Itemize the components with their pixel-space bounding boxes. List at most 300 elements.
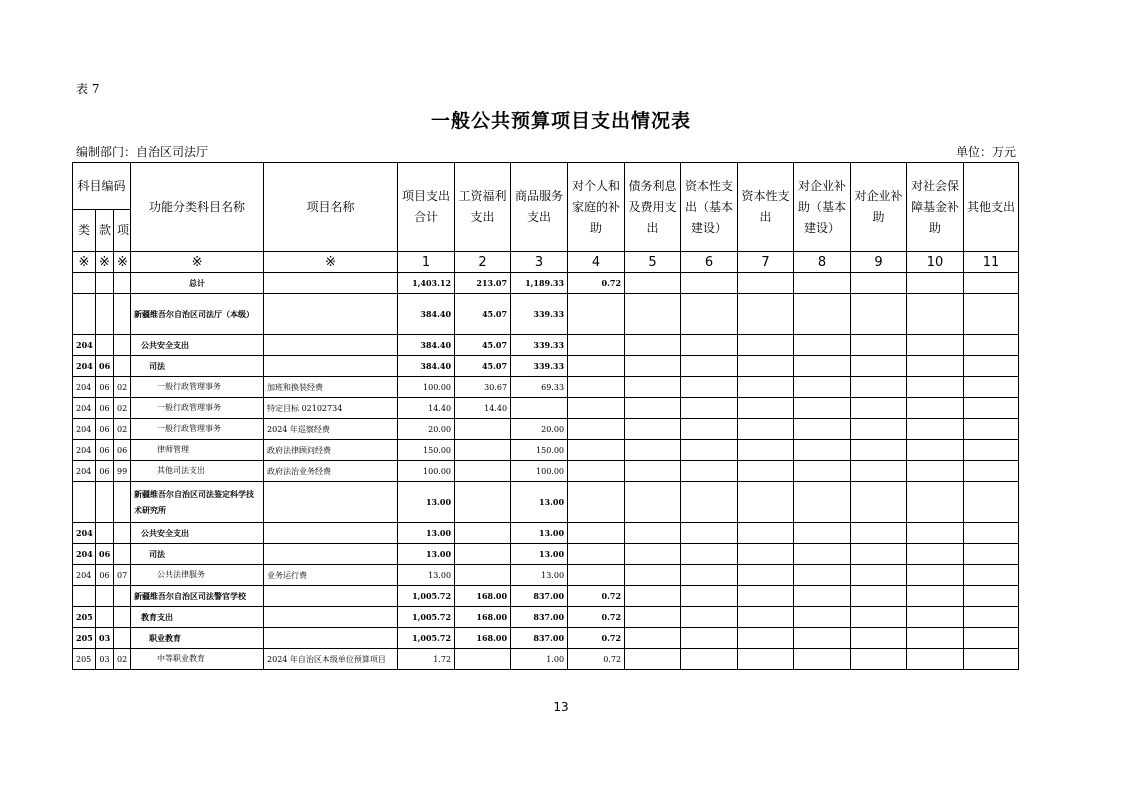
empty-cell: [681, 398, 738, 419]
col-total-header: 项目支出合计: [398, 163, 455, 252]
lei-cell: 204: [73, 335, 96, 356]
col-social-header: 对社会保障基金补助: [907, 163, 964, 252]
total-cell: 100.00: [398, 461, 455, 482]
empty-cell: [851, 461, 907, 482]
personal-cell: [568, 523, 625, 544]
project-name-cell: 2024 年巡察经费: [264, 419, 398, 440]
empty-cell: [851, 565, 907, 586]
goods-cell: 150.00: [511, 440, 568, 461]
function-name-cell: 其他司法支出: [131, 461, 264, 482]
empty-cell: [738, 649, 794, 670]
empty-cell: [681, 607, 738, 628]
xiang-header: 项: [114, 210, 131, 252]
empty-cell: [851, 649, 907, 670]
empty-cell: [851, 377, 907, 398]
xiang-cell: [114, 482, 131, 523]
table-row: [73, 607, 1019, 628]
project-name-cell: 特定目标 02102734: [264, 398, 398, 419]
total-cell: 384.40: [398, 294, 455, 335]
subject-code-header: 科目编码: [73, 163, 131, 210]
xiang-cell: [114, 586, 131, 607]
goods-cell: [511, 398, 568, 419]
index-cell: 7: [738, 252, 794, 273]
empty-cell: [907, 273, 964, 294]
kuan-cell: 06: [96, 544, 114, 565]
personal-cell: [568, 335, 625, 356]
total-cell: 1,403.12: [398, 273, 455, 294]
empty-cell: [794, 565, 851, 586]
project-name-cell: [264, 628, 398, 649]
empty-cell: [907, 398, 964, 419]
project-name-cell: [264, 523, 398, 544]
table-row: [73, 586, 1019, 607]
kuan-cell: [96, 482, 114, 523]
empty-cell: [794, 482, 851, 523]
goods-cell: 1,189.33: [511, 273, 568, 294]
empty-cell: [794, 649, 851, 670]
empty-cell: [738, 440, 794, 461]
empty-cell: [681, 565, 738, 586]
empty-cell: [794, 523, 851, 544]
kuan-cell: 06: [96, 419, 114, 440]
empty-cell: [794, 377, 851, 398]
xiang-cell: [114, 294, 131, 335]
function-name-cell: 一般行政管理事务: [131, 377, 264, 398]
personal-cell: [568, 398, 625, 419]
empty-cell: [907, 649, 964, 670]
budget-table: [72, 162, 1019, 670]
total-cell: 1.72: [398, 649, 455, 670]
kuan-cell: 06: [96, 461, 114, 482]
empty-cell: [625, 607, 681, 628]
function-name-cell: 一般行政管理事务: [131, 419, 264, 440]
index-row: [73, 252, 1019, 273]
lei-cell: 204: [73, 398, 96, 419]
xiang-cell: 99: [114, 461, 131, 482]
personal-cell: [568, 482, 625, 523]
empty-cell: [625, 544, 681, 565]
project-name-cell: [264, 544, 398, 565]
project-name-cell: 加班和换装经费: [264, 377, 398, 398]
empty-cell: [851, 273, 907, 294]
xiang-cell: 02: [114, 398, 131, 419]
empty-cell: [681, 377, 738, 398]
index-cell: 4: [568, 252, 625, 273]
table-number: 表 7: [76, 82, 100, 96]
project-name-cell: [264, 273, 398, 294]
empty-cell: [738, 356, 794, 377]
total-cell: 13.00: [398, 482, 455, 523]
empty-cell: [964, 586, 1019, 607]
empty-cell: [738, 294, 794, 335]
col-enterprise-basic-header: 对企业补助（基本建设）: [794, 163, 851, 252]
index-cell: 10: [907, 252, 964, 273]
wages-cell: [455, 565, 511, 586]
table-row: [73, 523, 1019, 544]
function-name-cell: 新疆维吾尔自治区司法厅（本级）: [131, 294, 264, 335]
empty-cell: [625, 377, 681, 398]
goods-cell: 837.00: [511, 607, 568, 628]
index-cell: 11: [964, 252, 1019, 273]
lei-cell: 204: [73, 440, 96, 461]
empty-cell: [964, 419, 1019, 440]
empty-cell: [964, 628, 1019, 649]
empty-cell: [625, 335, 681, 356]
total-cell: 384.40: [398, 356, 455, 377]
xiang-cell: [114, 356, 131, 377]
total-cell: 100.00: [398, 377, 455, 398]
empty-cell: [907, 586, 964, 607]
personal-cell: 0.72: [568, 586, 625, 607]
lei-cell: 204: [73, 544, 96, 565]
wages-cell: [455, 440, 511, 461]
empty-cell: [851, 356, 907, 377]
empty-cell: [964, 482, 1019, 523]
empty-cell: [625, 356, 681, 377]
function-name-cell: 公共安全支出: [131, 523, 264, 544]
xiang-cell: 02: [114, 649, 131, 670]
lei-cell: [73, 482, 96, 523]
empty-cell: [907, 544, 964, 565]
empty-cell: [907, 419, 964, 440]
empty-cell: [964, 565, 1019, 586]
col-wages-header: 工资福利支出: [455, 163, 511, 252]
empty-cell: [907, 440, 964, 461]
total-cell: 150.00: [398, 440, 455, 461]
goods-cell: 339.33: [511, 294, 568, 335]
empty-cell: [851, 607, 907, 628]
unit-label: 单位：万元: [955, 145, 1016, 159]
index-cell: ※: [264, 252, 398, 273]
personal-cell: [568, 544, 625, 565]
xiang-cell: [114, 544, 131, 565]
personal-cell: 0.72: [568, 607, 625, 628]
empty-cell: [964, 523, 1019, 544]
table-row: [73, 461, 1019, 482]
wages-cell: 45.07: [455, 335, 511, 356]
empty-cell: [681, 335, 738, 356]
wages-cell: [455, 544, 511, 565]
empty-cell: [681, 649, 738, 670]
empty-cell: [964, 398, 1019, 419]
empty-cell: [907, 565, 964, 586]
empty-cell: [681, 628, 738, 649]
wages-cell: [455, 482, 511, 523]
empty-cell: [681, 523, 738, 544]
project-name-header: 项目名称: [264, 163, 398, 252]
index-cell: 2: [455, 252, 511, 273]
empty-cell: [738, 565, 794, 586]
function-name-cell: 新疆维吾尔自治区司法鉴定科学技术研究所: [131, 482, 264, 523]
kuan-header: 款: [96, 210, 114, 252]
empty-cell: [964, 649, 1019, 670]
index-cell: ※: [73, 252, 96, 273]
empty-cell: [794, 544, 851, 565]
wages-cell: 168.00: [455, 607, 511, 628]
empty-cell: [681, 294, 738, 335]
empty-cell: [851, 544, 907, 565]
goods-cell: 339.33: [511, 335, 568, 356]
index-cell: ※: [114, 252, 131, 273]
lei-cell: 204: [73, 523, 96, 544]
personal-cell: 0.72: [568, 628, 625, 649]
personal-cell: [568, 440, 625, 461]
empty-cell: [851, 419, 907, 440]
col-personal-header: 对个人和家庭的补助: [568, 163, 625, 252]
empty-cell: [625, 273, 681, 294]
empty-cell: [794, 586, 851, 607]
total-cell: 384.40: [398, 335, 455, 356]
table-row: [73, 398, 1019, 419]
wages-cell: 14.40: [455, 398, 511, 419]
total-cell: 13.00: [398, 544, 455, 565]
empty-cell: [625, 419, 681, 440]
personal-cell: 0.72: [568, 649, 625, 670]
empty-cell: [851, 523, 907, 544]
wages-cell: [455, 419, 511, 440]
lei-cell: [73, 294, 96, 335]
wages-cell: 30.67: [455, 377, 511, 398]
empty-cell: [794, 419, 851, 440]
wages-cell: [455, 461, 511, 482]
empty-cell: [964, 377, 1019, 398]
xiang-cell: 06: [114, 440, 131, 461]
empty-cell: [625, 461, 681, 482]
lei-cell: [73, 273, 96, 294]
lei-cell: 204: [73, 377, 96, 398]
empty-cell: [851, 586, 907, 607]
empty-cell: [625, 482, 681, 523]
empty-cell: [625, 649, 681, 670]
lei-cell: 204: [73, 356, 96, 377]
function-name-cell: 公共法律服务: [131, 565, 264, 586]
function-name-cell: 一般行政管理事务: [131, 398, 264, 419]
empty-cell: [794, 628, 851, 649]
kuan-cell: [96, 335, 114, 356]
index-cell: 3: [511, 252, 568, 273]
empty-cell: [738, 482, 794, 523]
func-name-header: 功能分类科目名称: [131, 163, 264, 252]
empty-cell: [964, 461, 1019, 482]
kuan-cell: [96, 273, 114, 294]
total-cell: 20.00: [398, 419, 455, 440]
total-cell: 1,005.72: [398, 586, 455, 607]
empty-cell: [964, 544, 1019, 565]
page-title: 一般公共预算项目支出情况表: [430, 110, 691, 132]
empty-cell: [681, 273, 738, 294]
xiang-cell: 02: [114, 377, 131, 398]
project-name-cell: [264, 607, 398, 628]
table-row: [73, 294, 1019, 335]
total-cell: 13.00: [398, 523, 455, 544]
kuan-cell: [96, 523, 114, 544]
kuan-cell: 03: [96, 649, 114, 670]
project-name-cell: [264, 335, 398, 356]
kuan-cell: 06: [96, 565, 114, 586]
wages-cell: 45.07: [455, 356, 511, 377]
empty-cell: [738, 377, 794, 398]
empty-cell: [794, 461, 851, 482]
empty-cell: [738, 544, 794, 565]
empty-cell: [681, 461, 738, 482]
total-cell: 1,005.72: [398, 628, 455, 649]
empty-cell: [681, 440, 738, 461]
index-cell: ※: [131, 252, 264, 273]
total-cell: 1,005.72: [398, 607, 455, 628]
empty-cell: [851, 440, 907, 461]
empty-cell: [794, 294, 851, 335]
empty-cell: [851, 294, 907, 335]
empty-cell: [964, 294, 1019, 335]
index-cell: 9: [851, 252, 907, 273]
xiang-cell: [114, 335, 131, 356]
goods-cell: 13.00: [511, 523, 568, 544]
lei-cell: 204: [73, 565, 96, 586]
col-goods-header: 商品服务支出: [511, 163, 568, 252]
kuan-cell: [96, 586, 114, 607]
empty-cell: [907, 294, 964, 335]
empty-cell: [738, 398, 794, 419]
personal-cell: 0.72: [568, 273, 625, 294]
table-row: [73, 482, 1019, 523]
empty-cell: [625, 523, 681, 544]
kuan-cell: 06: [96, 356, 114, 377]
wages-cell: 45.07: [455, 294, 511, 335]
goods-cell: 13.00: [511, 482, 568, 523]
wages-cell: 213.07: [455, 273, 511, 294]
xiang-cell: 02: [114, 419, 131, 440]
empty-cell: [964, 440, 1019, 461]
empty-cell: [738, 461, 794, 482]
empty-cell: [907, 482, 964, 523]
project-name-cell: 2024 年自治区本级单位预算项目: [264, 649, 398, 670]
function-name-cell: 职业教育: [131, 628, 264, 649]
empty-cell: [625, 398, 681, 419]
table-row: [73, 377, 1019, 398]
personal-cell: [568, 565, 625, 586]
department-label: 编制部门：自治区司法厅: [76, 145, 209, 159]
personal-cell: [568, 377, 625, 398]
table-row: [73, 649, 1019, 670]
function-name-cell: 司法: [131, 544, 264, 565]
project-name-cell: [264, 586, 398, 607]
empty-cell: [794, 440, 851, 461]
lei-cell: 205: [73, 649, 96, 670]
personal-cell: [568, 461, 625, 482]
empty-cell: [907, 377, 964, 398]
index-cell: 5: [625, 252, 681, 273]
project-name-cell: [264, 482, 398, 523]
empty-cell: [794, 335, 851, 356]
col-debt-header: 债务利息及费用支出: [625, 163, 681, 252]
goods-cell: 837.00: [511, 628, 568, 649]
table-row: [73, 273, 1019, 294]
xiang-cell: [114, 523, 131, 544]
empty-cell: [907, 335, 964, 356]
table-row: [73, 419, 1019, 440]
col-capital-header: 资本性支出: [738, 163, 794, 252]
empty-cell: [738, 419, 794, 440]
lei-header: 类: [73, 210, 96, 252]
total-cell: 13.00: [398, 565, 455, 586]
goods-cell: 69.33: [511, 377, 568, 398]
goods-cell: 20.00: [511, 419, 568, 440]
empty-cell: [681, 544, 738, 565]
index-cell: ※: [96, 252, 114, 273]
empty-cell: [625, 586, 681, 607]
lei-cell: 204: [73, 419, 96, 440]
empty-cell: [964, 335, 1019, 356]
empty-cell: [851, 628, 907, 649]
empty-cell: [794, 273, 851, 294]
kuan-cell: [96, 294, 114, 335]
personal-cell: [568, 356, 625, 377]
function-name-cell: 总计: [131, 273, 264, 294]
empty-cell: [851, 482, 907, 523]
table-row: [73, 440, 1019, 461]
empty-cell: [738, 273, 794, 294]
project-name-cell: [264, 294, 398, 335]
project-name-cell: [264, 356, 398, 377]
function-name-cell: 律师管理: [131, 440, 264, 461]
function-name-cell: 司法: [131, 356, 264, 377]
empty-cell: [907, 356, 964, 377]
empty-cell: [851, 335, 907, 356]
empty-cell: [738, 523, 794, 544]
empty-cell: [907, 628, 964, 649]
empty-cell: [681, 419, 738, 440]
empty-cell: [794, 356, 851, 377]
xiang-cell: [114, 607, 131, 628]
empty-cell: [738, 628, 794, 649]
empty-cell: [964, 273, 1019, 294]
kuan-cell: 06: [96, 377, 114, 398]
goods-cell: 13.00: [511, 565, 568, 586]
empty-cell: [625, 565, 681, 586]
empty-cell: [625, 440, 681, 461]
empty-cell: [907, 461, 964, 482]
kuan-cell: 06: [96, 440, 114, 461]
function-name-cell: 公共安全支出: [131, 335, 264, 356]
project-name-cell: 业务运行费: [264, 565, 398, 586]
wages-cell: 168.00: [455, 628, 511, 649]
xiang-cell: [114, 273, 131, 294]
function-name-cell: 新疆维吾尔自治区司法警官学校: [131, 586, 264, 607]
index-cell: 6: [681, 252, 738, 273]
empty-cell: [625, 294, 681, 335]
empty-cell: [794, 607, 851, 628]
goods-cell: 100.00: [511, 461, 568, 482]
kuan-cell: 06: [96, 398, 114, 419]
empty-cell: [794, 398, 851, 419]
empty-cell: [738, 607, 794, 628]
xiang-cell: 07: [114, 565, 131, 586]
empty-cell: [964, 356, 1019, 377]
empty-cell: [681, 586, 738, 607]
goods-cell: 13.00: [511, 544, 568, 565]
wages-cell: [455, 523, 511, 544]
xiang-cell: [114, 628, 131, 649]
function-name-cell: 中等职业教育: [131, 649, 264, 670]
col-other-header: 其他支出: [964, 163, 1019, 252]
total-cell: 14.40: [398, 398, 455, 419]
lei-cell: 205: [73, 607, 96, 628]
index-cell: 1: [398, 252, 455, 273]
empty-cell: [738, 586, 794, 607]
col-enterprise-header: 对企业补助: [851, 163, 907, 252]
empty-cell: [738, 335, 794, 356]
goods-cell: 339.33: [511, 356, 568, 377]
